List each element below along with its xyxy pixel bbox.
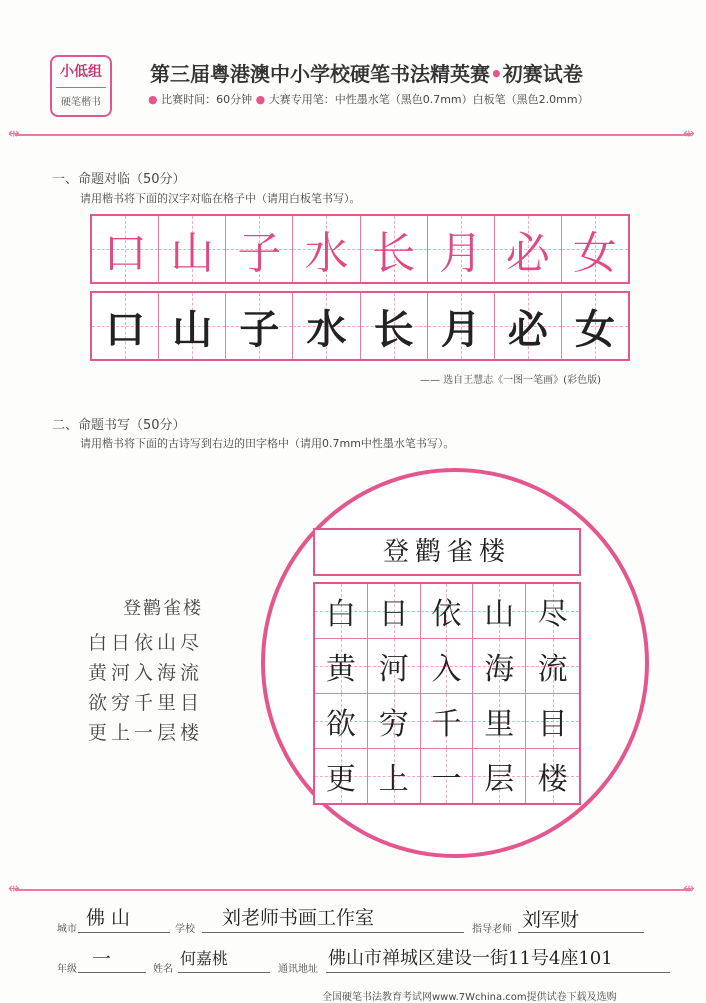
model-char-cell: 女 — [562, 216, 628, 282]
bullet-dot-icon: ● — [255, 93, 266, 106]
poem-line: 欲穷千里目 — [88, 692, 204, 714]
group-label: 小低组 — [60, 64, 102, 80]
grid-cell: 更 — [315, 749, 368, 803]
city-value[interactable]: 佛 山 — [86, 907, 131, 929]
grid-cell: 黄 — [315, 639, 368, 694]
city-underline — [78, 932, 170, 933]
category-label: 硬笔楷书 — [61, 97, 101, 108]
scissor-mark-icon: ⇹ — [683, 881, 695, 897]
scissor-mark-icon: ⇹ — [8, 126, 20, 142]
grid-cell: 层 — [473, 749, 526, 803]
grid-cell: 河 — [368, 639, 421, 694]
grade-underline — [78, 972, 146, 973]
scissor-mark-icon: ⇹ — [8, 881, 20, 897]
teacher-value[interactable]: 刘军财 — [522, 909, 580, 931]
written-title: 登鹳雀楼 — [382, 537, 511, 567]
grid-cell: 日 — [368, 584, 421, 639]
scissor-mark-icon: ⇹ — [683, 126, 695, 142]
writing-grid — [313, 582, 581, 805]
grid-cell: 穷 — [368, 694, 421, 749]
group-badge — [50, 55, 112, 117]
footer-divider — [15, 889, 691, 891]
grid-cell: 流 — [526, 639, 579, 694]
written-char-cell: 山 — [159, 293, 226, 359]
section2-heading: 二、命题书写（50分） — [52, 418, 186, 433]
grid-cell: 欲 — [315, 694, 368, 749]
page-title — [150, 58, 583, 87]
title-suffix: 初赛试卷 — [502, 62, 583, 86]
written-title-box — [313, 528, 581, 576]
grid-cell: 楼 — [526, 749, 579, 803]
title-main: 第三届粤港澳中小学校硬笔书法精英赛 — [150, 62, 490, 86]
grid-cell: 里 — [473, 694, 526, 749]
written-char-cell: 长 — [361, 293, 428, 359]
poem-line: 白日依山尽 — [88, 632, 204, 654]
written-char-cell: 月 — [428, 293, 495, 359]
name-value[interactable]: 何嘉桃 — [180, 949, 229, 968]
grid-cell: 一 — [421, 749, 474, 803]
header-divider — [15, 134, 691, 136]
grid-cell: 海 — [473, 639, 526, 694]
reference-poem — [88, 594, 238, 748]
written-char-cell: 子 — [226, 293, 293, 359]
school-value[interactable]: 刘老师书画工作室 — [222, 907, 375, 929]
address-label: 通讯地址 — [278, 964, 318, 975]
teacher-underline — [518, 932, 644, 933]
badge-divider — [56, 87, 106, 88]
address-value[interactable]: 佛山市禅城区建设一街11号4座101 — [328, 948, 613, 969]
bullet-dot-icon: ● — [148, 93, 158, 106]
school-underline — [202, 932, 464, 933]
school-label: 学校 — [175, 924, 195, 935]
written-char-row — [90, 291, 630, 361]
city-label: 城市 — [57, 924, 77, 935]
model-char-cell: 子 — [226, 216, 293, 282]
written-char-cell: 水 — [293, 293, 360, 359]
model-char-cell: 水 — [293, 216, 360, 282]
grid-cell: 千 — [421, 694, 474, 749]
title-dot: • — [490, 62, 503, 86]
poem-line: 黄河入海流 — [88, 662, 204, 684]
exam-pens: 大赛专用笔：中性墨水笔（黑色0.7mm）白板笔（黑色2.0mm） — [268, 93, 589, 106]
teacher-label: 指导老师 — [472, 924, 512, 935]
written-char-cell: 女 — [562, 293, 628, 359]
written-char-cell: 口 — [92, 293, 159, 359]
section1-instruction: 请用楷书将下面的汉字对临在格子中（请用白板笔书写）。 — [80, 192, 361, 205]
grid-cell: 白 — [315, 584, 368, 639]
poem-title: 登鹳雀楼 — [123, 598, 203, 619]
model-char-cell: 必 — [495, 216, 562, 282]
poem-line: 更上一层楼 — [88, 722, 204, 744]
model-char-cell: 长 — [361, 216, 428, 282]
grade-value[interactable]: 一 — [92, 948, 112, 970]
name-label: 姓名 — [153, 964, 173, 975]
address-underline — [326, 972, 670, 973]
grid-cell: 尽 — [526, 584, 579, 639]
source-citation: —— 选自王慧志《一图一笔画》(彩色版) — [420, 375, 601, 386]
model-char-cell: 口 — [92, 216, 159, 282]
grid-cell: 目 — [526, 694, 579, 749]
model-char-cell: 山 — [159, 216, 226, 282]
grid-cell: 上 — [368, 749, 421, 803]
site-footer: 全国硬笔书法教育考试网www.7Wchina.com提供试卷下载及选购 — [322, 992, 617, 1003]
grid-cell: 依 — [421, 584, 474, 639]
grid-cell: 入 — [421, 639, 474, 694]
section2-instruction: 请用楷书将下面的古诗写到右边的田字格中（请用0.7mm中性墨水笔书写）。 — [80, 437, 455, 450]
exam-info — [148, 91, 589, 107]
name-underline — [178, 972, 270, 973]
model-char-row — [90, 214, 630, 284]
exam-time: 比赛时间：60分钟 — [161, 93, 253, 106]
written-char-cell: 必 — [495, 293, 562, 359]
grid-cell: 山 — [473, 584, 526, 639]
model-char-cell: 月 — [428, 216, 495, 282]
section1-heading: 一、命题对临（50分） — [52, 172, 186, 187]
grade-label: 年级 — [57, 964, 77, 975]
